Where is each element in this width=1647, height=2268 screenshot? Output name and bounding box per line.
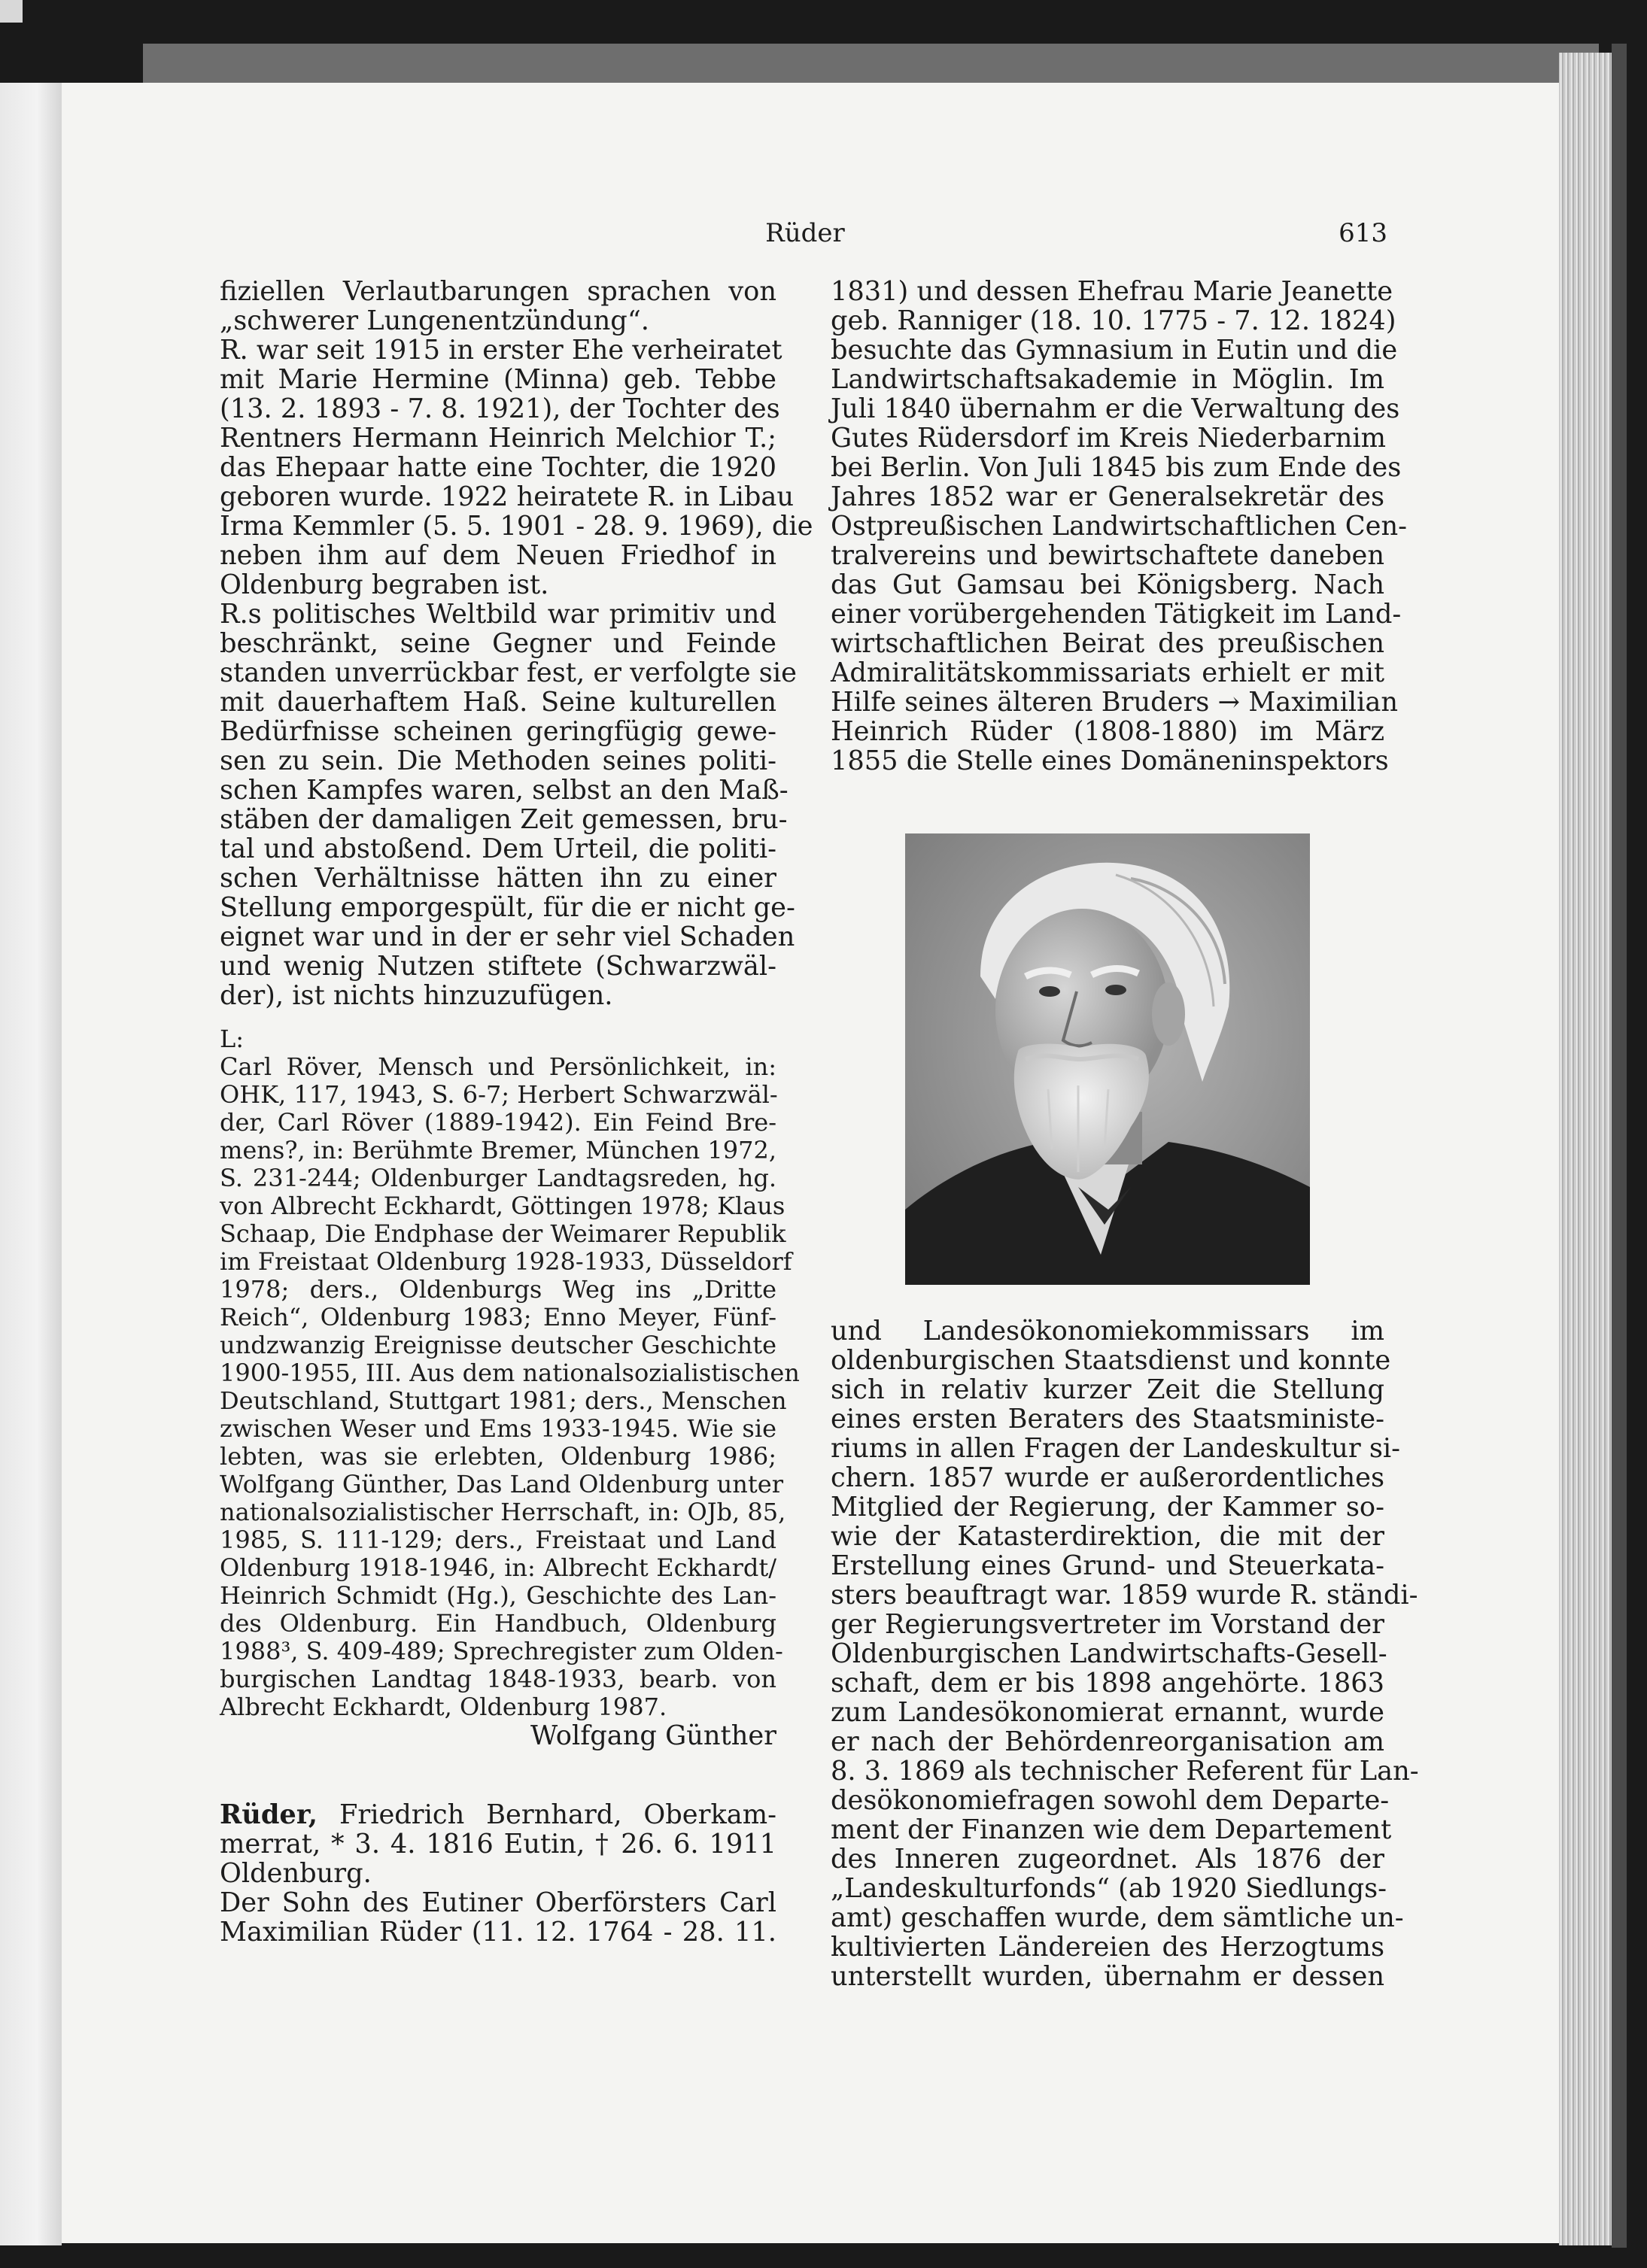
text-line: 1855 die Stelle eines Domäneninspektors bbox=[831, 745, 1389, 776]
literature-line: Wolfgang Günther, Das Land Oldenburg unter bbox=[220, 1470, 783, 1498]
literature-line: Oldenburg 1918-1946, in: Albrecht Eckhardt/ bbox=[220, 1553, 776, 1582]
text-line: unterstellt wurden, übernahm er dessen bbox=[831, 1961, 1384, 1992]
text-line: R. war seit 1915 in erster Ehe verheiratet bbox=[220, 335, 782, 366]
text-line: Maximilian Rüder (11. 12. 1764 - 28. 11. bbox=[220, 1917, 776, 1948]
text-line: das Gut Gamsau bei Königsberg. Nach bbox=[831, 569, 1384, 600]
right-column-bottom bbox=[831, 1316, 1419, 1992]
page-edges bbox=[1559, 53, 1612, 2245]
text-line: Admiralitätskommissariats erhielt er mit bbox=[831, 657, 1384, 688]
text-line: mit dauerhaftem Haß. Seine kulturellen bbox=[220, 687, 776, 718]
text-line: schen Verhältnisse hätten ihn zu einer bbox=[220, 863, 776, 894]
literature-line: nationalsozialistischer Herrschaft, in: OJb, 85, bbox=[220, 1498, 786, 1526]
literature-line: 1900-1955, III. Aus dem nationalsozialistischen bbox=[220, 1359, 800, 1387]
text-line: Gutes Rüdersdorf im Kreis Niederbarnim bbox=[831, 423, 1386, 454]
literature-line: Heinrich Schmidt (Hg.), Geschichte des Lan- bbox=[220, 1581, 776, 1610]
text-line: sen zu sein. Die Methoden seines politi- bbox=[220, 745, 776, 776]
book-cover-edge bbox=[1612, 44, 1627, 2248]
text-line: des Inneren zugeordnet. Als 1876 der bbox=[831, 1844, 1384, 1875]
text-line: standen unverrückbar fest, er verfolgte sie bbox=[220, 657, 797, 688]
literature-line: mens?, in: Berühmte Bremer, München 1972, bbox=[220, 1136, 776, 1164]
literature-line: von Albrecht Eckhardt, Göttingen 1978; Klaus bbox=[220, 1192, 786, 1220]
text-line: „schwerer Lungenentzündung“. bbox=[220, 305, 649, 336]
text-line: Bedürfnisse scheinen geringfügig gewe- bbox=[220, 716, 776, 747]
paragraph bbox=[220, 277, 776, 335]
text-line: Ostpreußischen Landwirtschaftlichen Cen- bbox=[831, 511, 1408, 542]
literature-line: des Oldenburg. Ein Handbuch, Oldenburg bbox=[220, 1609, 776, 1638]
text-line: wie der Katasterdirektion, die mit der bbox=[831, 1521, 1384, 1552]
text-line: schen Kampfes waren, selbst an den Maß- bbox=[220, 775, 789, 806]
literature-line: Carl Röver, Mensch und Persönlichkeit, in: bbox=[220, 1052, 776, 1081]
entry-line: merrat, * 3. 4. 1816 Eutin, † 26. 6. 1911 bbox=[220, 1829, 776, 1860]
literature-line: Albrecht Eckhardt, Oldenburg 1987. bbox=[220, 1693, 667, 1721]
text-line: eines ersten Beraters des Staatsministe- bbox=[831, 1404, 1384, 1435]
literature-line: lebten, was sie erlebten, Oldenburg 1986; bbox=[220, 1442, 776, 1471]
text-line: (13. 2. 1893 - 7. 8. 1921), der Tochter des bbox=[220, 393, 780, 424]
text-line: Jahres 1852 war er Generalsekretär des bbox=[831, 481, 1384, 512]
text-line: 1831) und dessen Ehefrau Marie Jeanette bbox=[831, 276, 1393, 307]
text-line: beschränkt, seine Gegner und Feinde bbox=[220, 628, 776, 659]
literature-line: 1978; ders., Oldenburgs Weg ins „Dritte bbox=[220, 1275, 776, 1304]
text-line: und Landesökonomiekommissars im bbox=[831, 1316, 1384, 1347]
text-line: eignet war und in der er sehr viel Schaden bbox=[220, 921, 795, 952]
text-line: Erstellung eines Grund- und Steuerkata- bbox=[831, 1550, 1384, 1581]
left-column bbox=[220, 276, 813, 1948]
text-line: Oldenburg begraben ist. bbox=[220, 569, 549, 600]
paragraph bbox=[220, 335, 813, 600]
text-line: sters beauftragt war. 1859 wurde R. ständi- bbox=[831, 1580, 1418, 1611]
text-line: zum Landesökonomierat ernannt, wurde bbox=[831, 1697, 1384, 1728]
text-line: oldenburgischen Staatsdienst und konnte bbox=[831, 1345, 1391, 1376]
text-line: Der Sohn des Eutiner Oberförsters Carl bbox=[220, 1887, 776, 1918]
text-line: schaft, dem er bis 1898 angehörte. 1863 bbox=[831, 1668, 1384, 1699]
literature-line: Reich“, Oldenburg 1983; Enno Meyer, Fünf- bbox=[220, 1303, 776, 1331]
text-line: ment der Finanzen wie dem Departement bbox=[831, 1814, 1392, 1845]
right-column-top bbox=[831, 276, 1408, 776]
text-line: Oldenburgischen Landwirtschafts-Gesell- bbox=[831, 1638, 1387, 1669]
text-line: einer vorübergehenden Tätigkeit im Land- bbox=[831, 599, 1402, 630]
text-line: stäben der damaligen Zeit gemessen, bru- bbox=[220, 804, 788, 835]
text-line: ger Regierungsvertreter im Vorstand der bbox=[831, 1609, 1384, 1640]
literature-line: im Freistaat Oldenburg 1928-1933, Düsseldorf bbox=[220, 1247, 792, 1276]
entry-name: Friedrich Bernhard, Oberkam- bbox=[318, 1799, 776, 1830]
text-line: chern. 1857 wurde er außerordentliches bbox=[831, 1462, 1384, 1493]
text-line: geboren wurde. 1922 heiratete R. in Libau bbox=[220, 481, 795, 512]
text-line: amt) geschaffen wurde, dem sämtliche un- bbox=[831, 1902, 1404, 1933]
text-line: wirtschaftlichen Beirat des preußischen bbox=[831, 628, 1384, 659]
running-head: Rüder bbox=[765, 218, 845, 248]
text-line: Mitglied der Regierung, der Kammer so- bbox=[831, 1492, 1384, 1523]
left-page-edge bbox=[0, 83, 62, 2245]
text-line: tralvereins und bewirtschaftete daneben bbox=[831, 540, 1384, 571]
literature-line: undzwanzig Ereignisse deutscher Geschichte bbox=[220, 1331, 776, 1359]
spacer bbox=[220, 1010, 776, 1025]
scan-corner-mark bbox=[0, 0, 23, 23]
text-line: „Landeskulturfonds“ (ab 1920 Siedlungs- bbox=[831, 1873, 1387, 1904]
text-line: geb. Ranniger (18. 10. 1775 - 7. 12. 1824) bbox=[831, 305, 1396, 336]
literature-line: Deutschland, Stuttgart 1981; ders., Menschen bbox=[220, 1386, 787, 1415]
text-line: 8. 3. 1869 als technischer Referent für Lan- bbox=[831, 1756, 1419, 1787]
text-line: Juli 1840 übernahm er die Verwaltung des bbox=[831, 393, 1400, 424]
text-line: Stellung emporgespült, für die er nicht ge- bbox=[220, 892, 795, 923]
text-line: riums in allen Fragen der Landeskultur si- bbox=[831, 1433, 1401, 1464]
text-line: bei Berlin. Von Juli 1845 bis zum Ende des bbox=[831, 452, 1402, 483]
literature-line: zwischen Weser und Ems 1933-1945. Wie sie bbox=[220, 1414, 776, 1443]
text-line: tal und abstoßend. Dem Urteil, die politi- bbox=[220, 833, 776, 864]
literature-line: Schaap, Die Endphase der Weimarer Republik bbox=[220, 1219, 786, 1248]
text-line: sich in relativ kurzer Zeit die Stellung bbox=[831, 1374, 1384, 1405]
literature-label: L: bbox=[220, 1025, 245, 1053]
portrait-photo bbox=[905, 833, 1310, 1285]
text-line: neben ihm auf dem Neuen Friedhof in bbox=[220, 540, 776, 571]
literature-line: 1985, S. 111-129; ders., Freistaat und Land bbox=[220, 1526, 776, 1554]
text-line: kultivierten Ländereien des Herzogtums bbox=[831, 1932, 1384, 1963]
literature-line: burgischen Landtag 1848-1933, bearb. von bbox=[220, 1665, 776, 1693]
text-line: fiziellen Verlautbarungen sprachen von bbox=[220, 276, 776, 307]
text-line: Irma Kemmler (5. 5. 1901 - 28. 9. 1969), die bbox=[220, 511, 813, 542]
literature-line: OHK, 117, 1943, S. 6-7; Herbert Schwarzwäl- bbox=[220, 1080, 778, 1109]
literature-line: 1988³, S. 409-489; Sprechregister zum Olden- bbox=[220, 1637, 783, 1665]
text-line: und wenig Nutzen stiftete (Schwarzwäl- bbox=[220, 951, 776, 982]
text-line: besuchte das Gymnasium in Eutin und die bbox=[831, 335, 1398, 366]
text-line: das Ehepaar hatte eine Tochter, die 1920 bbox=[220, 452, 776, 483]
text-line: mit Marie Hermine (Minna) geb. Tebbe bbox=[220, 364, 776, 395]
text-line: desökonomiefragen sowohl dem Departe- bbox=[831, 1785, 1390, 1816]
spacer bbox=[220, 1750, 776, 1800]
entry-line: Oldenburg. bbox=[220, 1858, 372, 1889]
book-cover-top bbox=[143, 44, 1599, 85]
literature-section bbox=[220, 1025, 800, 1721]
page-number: 613 bbox=[1339, 218, 1387, 248]
text-line: Hilfe seines älteren Bruders → Maximilian bbox=[831, 687, 1399, 718]
text-line: Landwirtschaftsakademie in Möglin. Im bbox=[831, 364, 1384, 395]
text-line: Rentners Hermann Heinrich Melchior T.; bbox=[220, 423, 776, 454]
paragraph bbox=[220, 1888, 776, 1947]
literature-line: S. 231-244; Oldenburger Landtagsreden, hg. bbox=[220, 1164, 776, 1192]
text-line: R.s politisches Weltbild war primitiv und bbox=[220, 599, 776, 630]
entry-headword: Rüder, bbox=[220, 1799, 318, 1830]
text-line: Heinrich Rüder (1808-1880) im März bbox=[831, 716, 1384, 747]
entry-line bbox=[220, 1800, 776, 1829]
literature-line: der, Carl Röver (1889-1942). Ein Feind Bre- bbox=[220, 1108, 776, 1137]
text-line: er nach der Behördenreorganisation am bbox=[831, 1726, 1384, 1757]
author-signature: Wolfgang Günther bbox=[530, 1720, 776, 1751]
text-line: der), ist nichts hinzuzufügen. bbox=[220, 980, 613, 1011]
paragraph bbox=[220, 599, 797, 1011]
biography-entry-header bbox=[220, 1800, 776, 1888]
